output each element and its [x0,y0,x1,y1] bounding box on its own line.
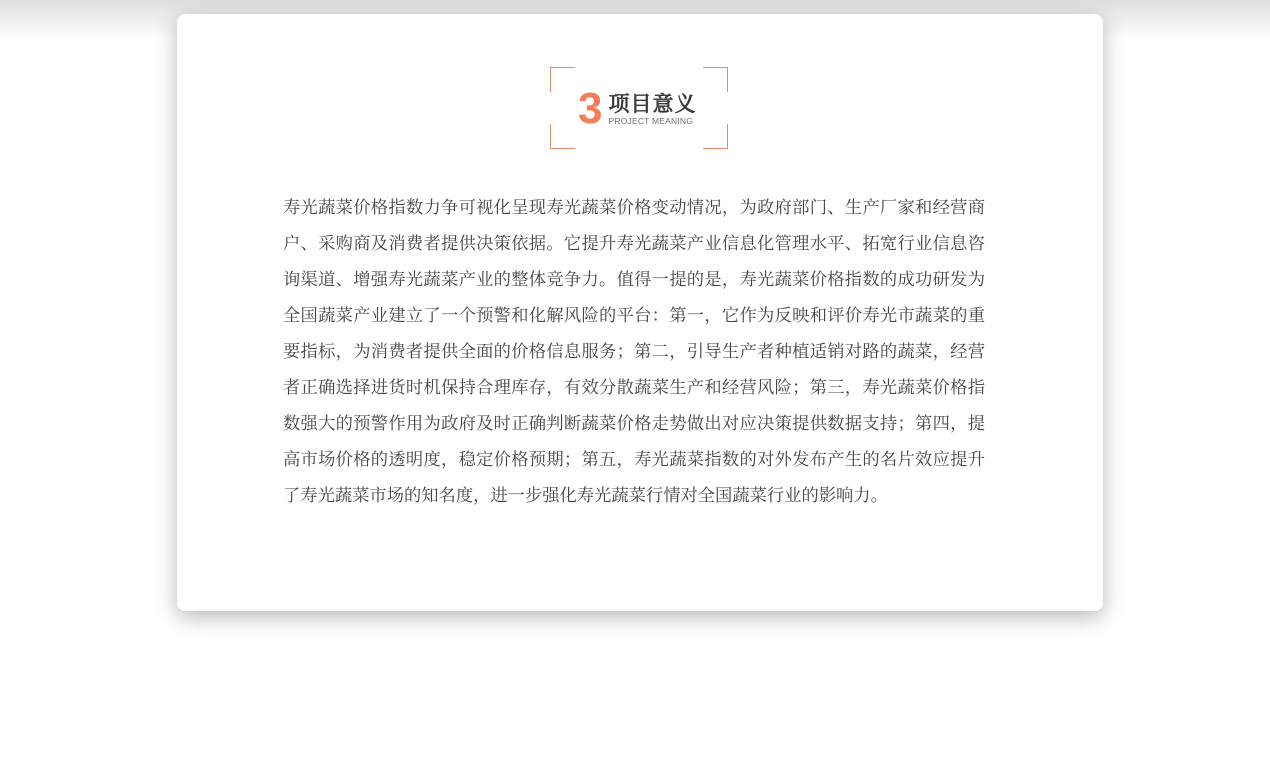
section-title-text [608,92,696,127]
frame-corner-bottom-left [550,124,575,149]
content-card [177,14,1103,611]
frame-corner-top-left [550,67,575,92]
section-number: 3 [578,84,603,133]
frame-corner-top-right [703,67,728,92]
project-meaning-paragraph: 寿光蔬菜价格指数力争可视化呈现寿光蔬菜价格变动情况，为政府部门、生产厂家和经营商户、采购商及消费者提供决策依据。它提升寿光蔬菜产业信息化管理水平、拓宽行业信息咨询渠道、增强寿光蔬菜产业的整体竞争力。值得一提的是，寿光蔬菜价格指数的成功研发为全国蔬菜产业建立了一个预警和化解风险的平台：第一，它作为反映和评价寿光市蔬菜的重要指标，为消费者提供全面的价格信息服务；第二，引导生产者种植适销对路的蔬菜，经营者正确选择进货时机保持合理库存，有效分散蔬菜生产和经营风险；第三，寿光蔬菜价格指数强大的预警作用为政府及时正确判断蔬菜价格走势做出对应决策提供数据支持；第四，提高市场价格的透明度，稳定价格预期；第五，寿光蔬菜指数的对外发布产生的名片效应提升了寿光蔬菜市场的知名度，进一步强化寿光蔬菜行情对全国蔬菜行业的影响力。 [283,198,985,506]
section-title-cn: 项目意义 [608,91,697,116]
section-title-frame [550,67,728,149]
frame-corner-bottom-right [703,124,728,149]
section-title-en: PROJECT MEANING [608,115,694,126]
section-title [578,84,697,133]
